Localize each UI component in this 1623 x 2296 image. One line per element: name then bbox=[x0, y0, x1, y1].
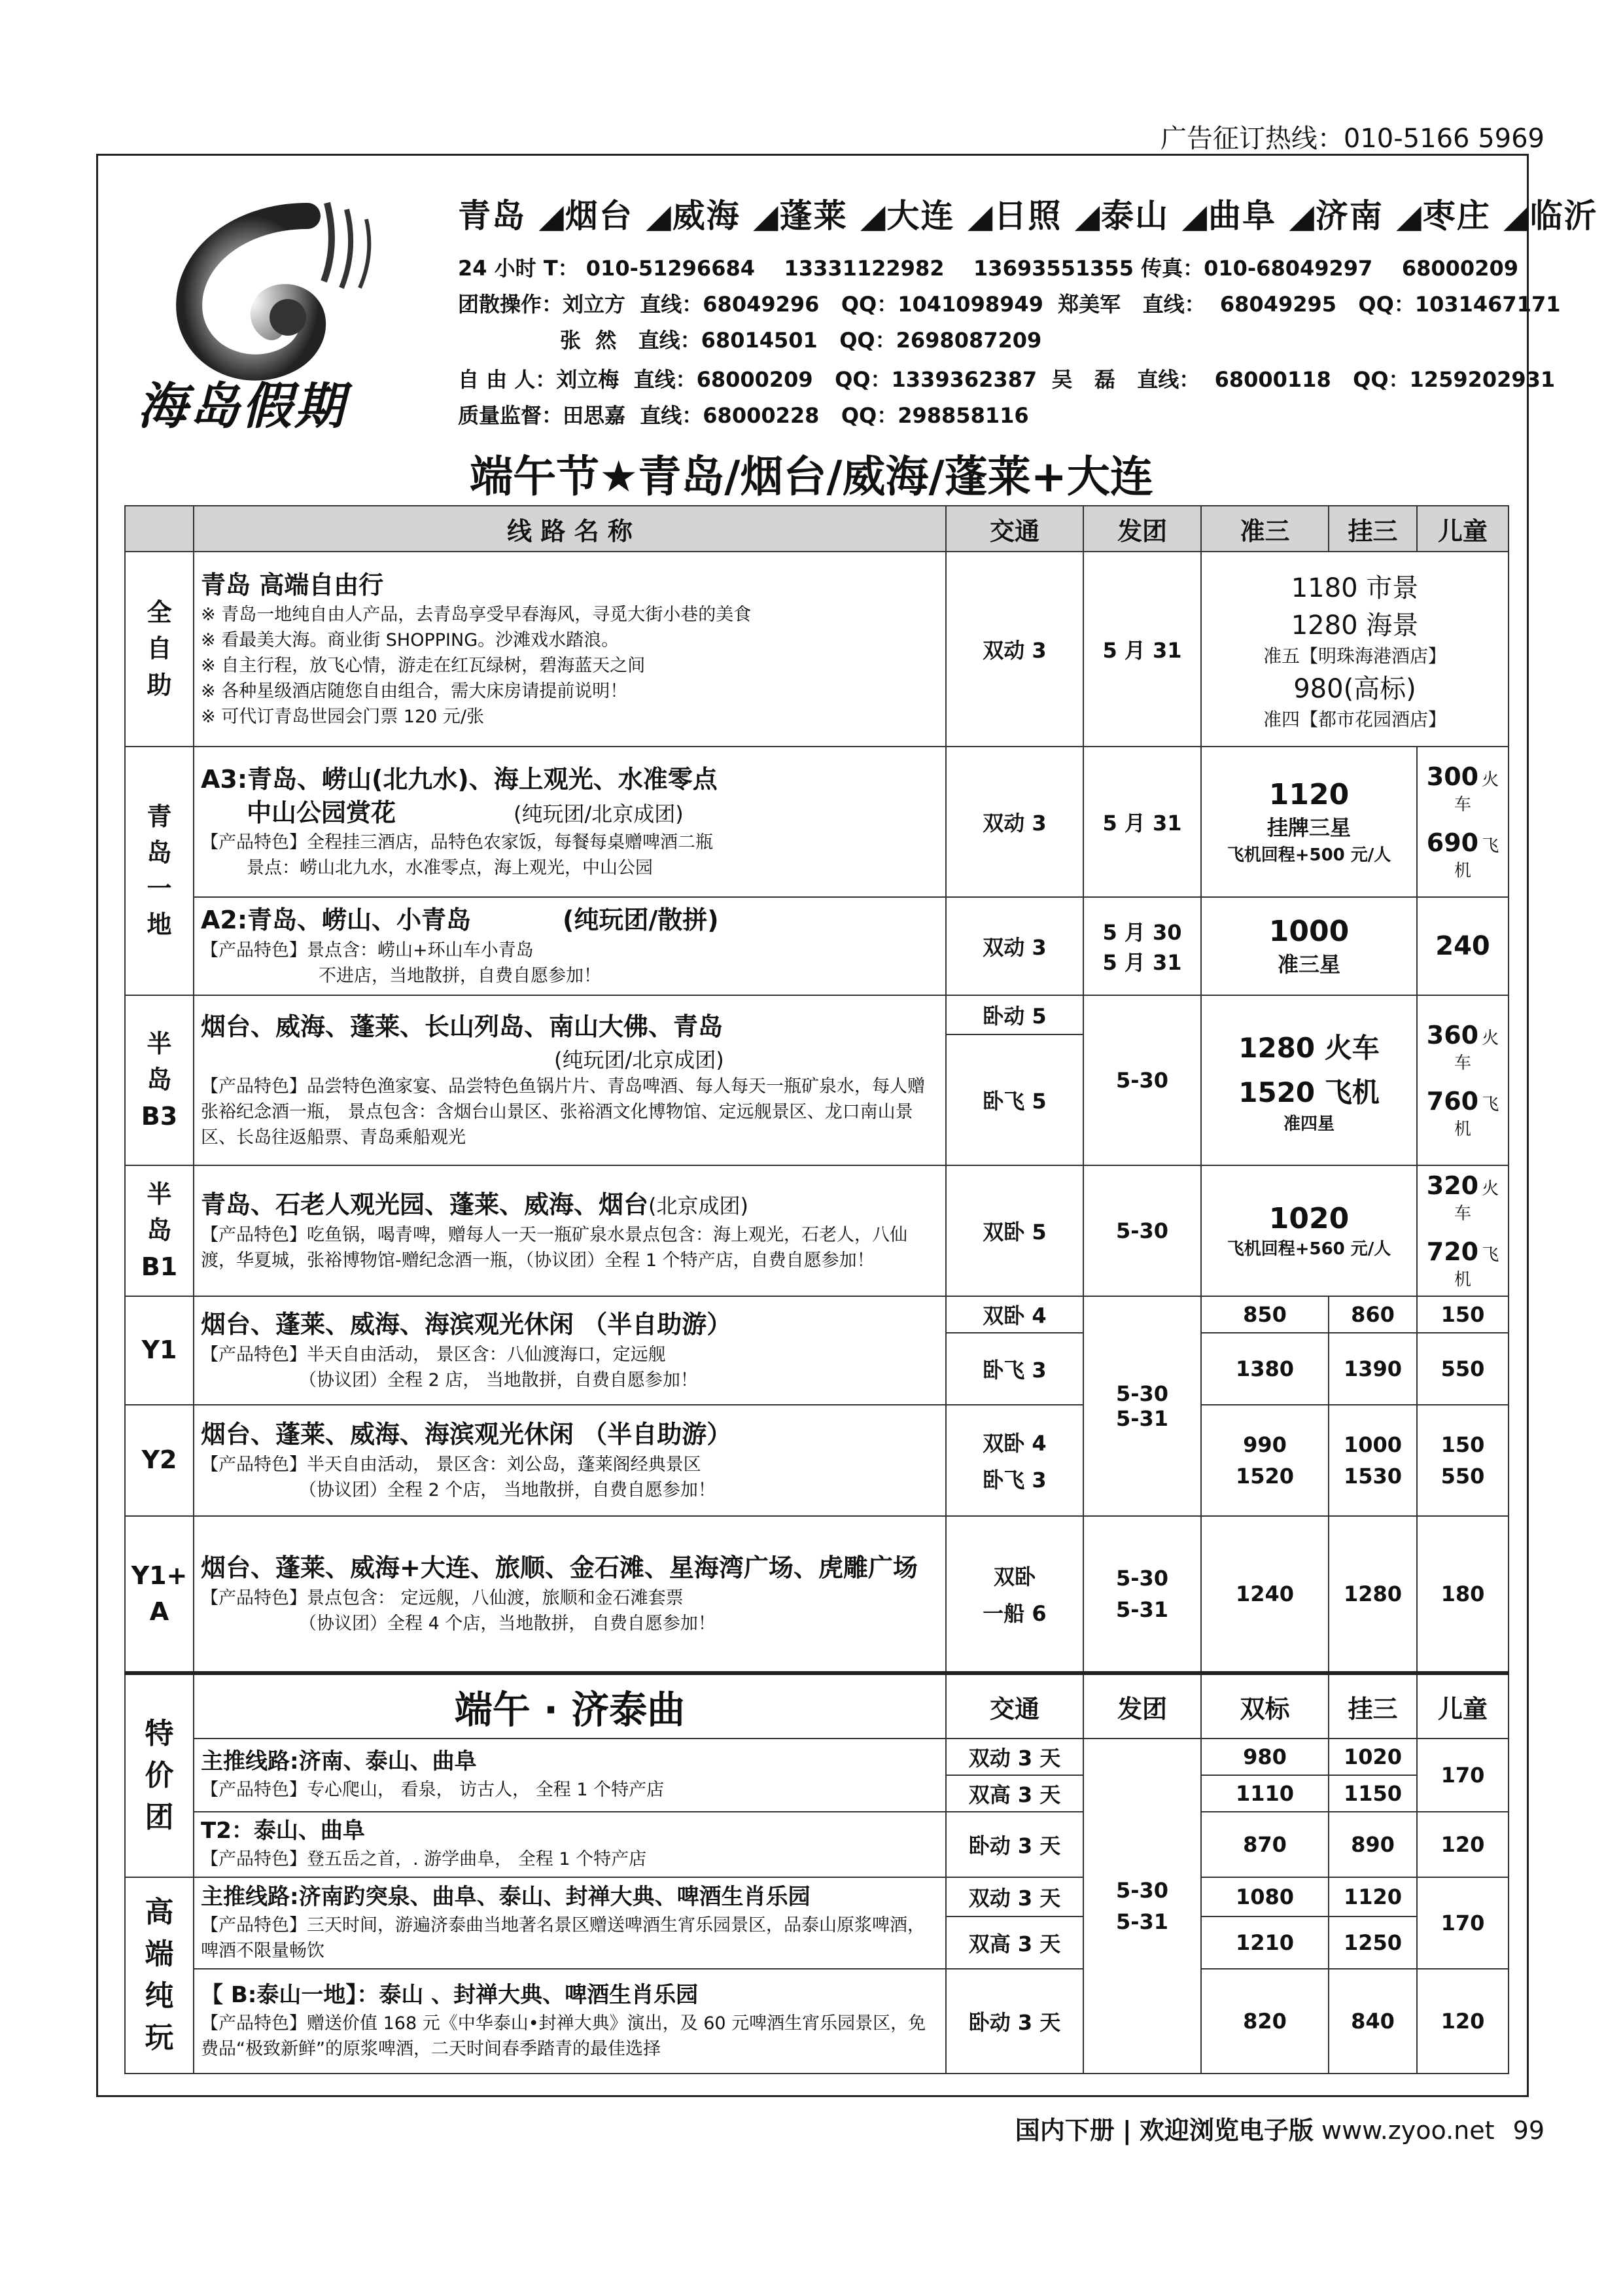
route-note: 【产品特色】吃鱼锅，喝青啤，赠每人一天一瓶矿泉水景点包含：海上观光，石老人，八仙渡，华夏城，张裕博物馆-赠纪念酒一瓶，（协议团）全程 1 个特产店，自费自愿参加！ bbox=[201, 1224, 907, 1271]
header-std3: 准三 bbox=[1201, 506, 1329, 552]
table-row bbox=[125, 897, 1509, 995]
section-label: 青 岛 一 地 bbox=[125, 747, 194, 995]
price-line: 1000 bbox=[1268, 914, 1350, 948]
price-note: 飞机回程+560 元/人 bbox=[1227, 1239, 1391, 1259]
route-note: ※ 可代订青岛世园会门票 120 元/张 bbox=[201, 707, 485, 728]
transport-cell: 卧动 5 bbox=[946, 995, 1083, 1034]
header-gua3: 挂三 bbox=[1329, 1673, 1417, 1739]
page-title: 端午节★青岛/烟台/威海/蓬莱+大连 bbox=[470, 451, 1153, 502]
route-cell bbox=[194, 552, 946, 747]
table-row bbox=[125, 1296, 1509, 1333]
route-note: 【产品特色】品尝特色渔家宴、品尝特色鱼锅片片、青岛啤酒、每人每天一瓶矿泉水，每人赠张裕纪念酒一瓶， 景点包含：含烟台山景区、张裕酒文化博物馆、定远舰景区、龙口南山景区、长岛往返船票、青岛乘船观光 bbox=[201, 1076, 925, 1148]
route-cell bbox=[194, 1969, 946, 2074]
table-row bbox=[125, 1877, 1509, 1916]
transport-cell: 双动 3 天 bbox=[946, 1739, 1083, 1775]
child-cell: 120 bbox=[1417, 1969, 1509, 2074]
child-cell: 120 bbox=[1417, 1812, 1509, 1877]
ad-hotline: 广告征订热线：010-5166 5969 bbox=[1160, 124, 1544, 154]
route-cell bbox=[194, 1877, 946, 1969]
hotel-line: 准四【都市花园酒店】 bbox=[1263, 708, 1446, 730]
gua3-cell: 840 bbox=[1329, 1969, 1417, 2074]
section-label: Y1 bbox=[125, 1296, 194, 1405]
route-note: 【产品特色】登五岳之首，. 游学曲阜， 全程 1 个特产店 bbox=[201, 1849, 647, 1870]
header-route: 线 路 名 称 bbox=[194, 506, 946, 552]
depart-cell: 5-30 5-31 bbox=[1083, 1516, 1201, 1673]
depart-cell: 5-30 5-31 bbox=[1083, 1739, 1201, 2074]
route-cell bbox=[194, 897, 946, 995]
route-title: T2：泰山、曲阜 bbox=[201, 1818, 365, 1845]
route-title: 烟台、蓬莱、威海+大连、旅顺、金石滩、星海湾广场、虎雕广场 bbox=[201, 1553, 918, 1583]
table-row bbox=[125, 1969, 1509, 2074]
header-gua3: 挂三 bbox=[1329, 506, 1417, 552]
header-blank bbox=[125, 506, 194, 552]
transport-cell: 双高 3 天 bbox=[946, 1916, 1083, 1969]
route-note: 景点：崂山北九水，水准零点，海上观光，中山公园 bbox=[247, 858, 653, 879]
transport-cell: 双动 3 bbox=[946, 747, 1083, 897]
depart-cell: 5-30 bbox=[1083, 995, 1201, 1165]
route-cell bbox=[194, 1516, 946, 1673]
transport-cell: 双动 3 bbox=[946, 552, 1083, 747]
std3-cell: 990 1520 bbox=[1201, 1405, 1329, 1516]
footer-url[interactable]: www.zyoo.net bbox=[1321, 2116, 1495, 2145]
route-cell bbox=[194, 1739, 946, 1812]
route-title: 烟台、蓬莱、威海、海滨观光休闲 （半自助游） bbox=[201, 1420, 732, 1449]
route-note: （协议团）全程 2 店， 当地散拼，自费自愿参加！ bbox=[299, 1369, 698, 1390]
route-title: 主推线路:济南趵突泉、曲阜、泰山、封禅大典、啤酒生肖乐园 bbox=[201, 1883, 811, 1910]
price-line: 1020 bbox=[1268, 1202, 1350, 1235]
logo-wordmark: 海岛假期 bbox=[137, 377, 347, 435]
route-note: （协议团）全程 4 个店，当地散拼， 自费自愿参加！ bbox=[299, 1613, 716, 1634]
table-row bbox=[125, 1739, 1509, 1775]
std-cell: 870 bbox=[1201, 1812, 1329, 1877]
gua3-cell: 890 bbox=[1329, 1812, 1417, 1877]
price-line: 1520 飞机 bbox=[1238, 1076, 1380, 1108]
std-cell: 1110 bbox=[1201, 1775, 1329, 1812]
child-cell: 550 bbox=[1417, 1333, 1509, 1405]
child-cell: 320 火车 720 飞机 bbox=[1417, 1165, 1509, 1296]
route-title: 主推线路:济南、泰山、曲阜 bbox=[201, 1748, 477, 1775]
header-depart: 发团 bbox=[1083, 1673, 1201, 1739]
route-title: 青岛、石老人观光园、蓬莱、威海、烟台(北京成团) bbox=[201, 1190, 748, 1220]
child-cell: 150 550 bbox=[1417, 1405, 1509, 1516]
header-transport: 交通 bbox=[946, 1673, 1083, 1739]
gua3-cell: 1280 bbox=[1329, 1516, 1417, 1673]
price-cell bbox=[1201, 552, 1509, 747]
transport-cell: 双卧 一船 6 bbox=[946, 1516, 1083, 1673]
depart-cell: 5-30 5-31 bbox=[1083, 1296, 1201, 1516]
table-row bbox=[125, 747, 1509, 897]
child-cell: 150 bbox=[1417, 1296, 1509, 1333]
section-label: 高 端 纯 玩 bbox=[125, 1877, 194, 2074]
route-title: 烟台、蓬莱、威海、海滨观光休闲 （半自助游） bbox=[201, 1310, 732, 1339]
contact-line-3: 张 然 直线：68014501 QQ：2698087209 bbox=[458, 328, 1042, 353]
section-label: 特 价 团 bbox=[125, 1673, 194, 1877]
header-transport: 交通 bbox=[946, 506, 1083, 552]
route-cell bbox=[194, 1165, 946, 1296]
std-cell: 820 bbox=[1201, 1969, 1329, 2074]
header-child: 儿童 bbox=[1417, 506, 1509, 552]
transport-cell: 卧动 3 天 bbox=[946, 1969, 1083, 2074]
price-line: 980(高标) bbox=[1293, 673, 1416, 704]
contact-line-5: 质量监督：田思嘉 直线：68000228 QQ：298858116 bbox=[458, 403, 1029, 428]
price-line: 1280 火车 bbox=[1238, 1031, 1380, 1064]
table-row bbox=[125, 552, 1509, 747]
contact-line-2: 团散操作：刘立方 直线：68049296 QQ：1041098949 郑美军 直线： 68049295 QQ：1031467171 bbox=[458, 292, 1561, 317]
section-label: 半 岛 B3 bbox=[125, 995, 194, 1165]
transport-cell: 双高 3 天 bbox=[946, 1775, 1083, 1812]
std-cell: 1210 bbox=[1201, 1916, 1329, 1969]
child-cell: 170 bbox=[1417, 1739, 1509, 1812]
gua3-cell: 1150 bbox=[1329, 1775, 1417, 1812]
depart-cell: 5 月 30 5 月 31 bbox=[1083, 897, 1201, 995]
route-note: 【产品特色】景点含：崂山+环山车小青岛 bbox=[201, 940, 534, 961]
gua3-cell: 860 bbox=[1329, 1296, 1417, 1333]
price-cell bbox=[1201, 995, 1417, 1165]
route-cell bbox=[194, 1296, 946, 1405]
route-title-2: 中山公园赏花 (纯玩团/北京成团) bbox=[247, 798, 684, 827]
route-note: ※ 看最美大海。商业街 SHOPPING。沙滩戏水踏浪。 bbox=[201, 629, 620, 650]
child-cell: 170 bbox=[1417, 1877, 1509, 1969]
route-title: A2:青岛、崂山、小青岛 (纯玩团/散拼) bbox=[201, 906, 719, 935]
route-note: ※ 青岛一地纯自由人产品，去青岛享受早春海风，寻觅大街小巷的美食 bbox=[201, 604, 752, 625]
child-cell: 360 火车 760 飞机 bbox=[1417, 995, 1509, 1165]
route-note: 【产品特色】三天时间，游遍济泰曲当地著名景区赠送啤酒生宵乐园景区，品泰山原浆啤酒，啤酒不限量畅饮 bbox=[201, 1915, 925, 1961]
depart-cell: 5 月 31 bbox=[1083, 552, 1201, 747]
route-title: 烟台、威海、蓬莱、长山列岛、南山大佛、青岛 bbox=[201, 1012, 724, 1041]
section-label: Y2 bbox=[125, 1405, 194, 1516]
table-row bbox=[125, 1165, 1509, 1296]
jtq-title: 端午 · 济泰曲 bbox=[194, 1673, 946, 1739]
price-cell bbox=[1201, 1165, 1417, 1296]
price-cell bbox=[1201, 897, 1417, 995]
route-cell bbox=[194, 1405, 946, 1516]
route-note: （协议团）全程 2 个店， 当地散拼，自费自愿参加！ bbox=[299, 1479, 716, 1500]
footer-separator: | bbox=[1122, 2116, 1132, 2145]
gua3-cell: 1000 1530 bbox=[1329, 1405, 1417, 1516]
footer-section: 国内下册 bbox=[1015, 2116, 1115, 2145]
std3-cell: 1380 bbox=[1201, 1333, 1329, 1405]
section-label: 全 自 助 bbox=[125, 552, 194, 747]
table-row bbox=[125, 1516, 1509, 1673]
hotel-line: 准五【明珠海港酒店】 bbox=[1263, 645, 1446, 667]
gua3-cell: 1120 bbox=[1329, 1877, 1417, 1916]
std3-cell: 1240 bbox=[1201, 1516, 1329, 1673]
footer-welcome: 欢迎浏览电子版 bbox=[1139, 2116, 1314, 2145]
header-depart: 发团 bbox=[1083, 506, 1201, 552]
transport-cell: 双卧 4 卧飞 3 bbox=[946, 1405, 1083, 1516]
price-line: 1180 市景 bbox=[1291, 573, 1419, 603]
child-cell: 300 火车 690 飞机 bbox=[1417, 747, 1509, 897]
route-title: 【 B:泰山一地】：泰山 、封禅大典、啤酒生肖乐园 bbox=[201, 1981, 699, 2008]
child-cell: 240 bbox=[1417, 897, 1509, 995]
transport-cell: 卧飞 5 bbox=[946, 1034, 1083, 1165]
route-cell bbox=[194, 1812, 946, 1877]
gua3-cell: 1020 bbox=[1329, 1739, 1417, 1775]
page-number: 99 bbox=[1512, 2116, 1544, 2145]
contact-line-1: 24 小时 T： 010-51296684 13331122982 13693551355 传真：010-68049297 68000209 bbox=[458, 256, 1518, 281]
route-note: 【产品特色】赠送价值 168 元《中华泰山•封禅大典》演出，及 60 元啤酒生宵乐园景区，免费品“极致新鲜”的原浆啤酒，二天时间春季踏青的最佳选择 bbox=[201, 2013, 926, 2059]
gua3-cell: 1390 bbox=[1329, 1333, 1417, 1405]
hotel-line: 挂牌三星 bbox=[1266, 815, 1351, 840]
std-cell: 1080 bbox=[1201, 1877, 1329, 1916]
transport-cell: 双卧 5 bbox=[946, 1165, 1083, 1296]
route-cell bbox=[194, 747, 946, 897]
std-cell: 980 bbox=[1201, 1739, 1329, 1775]
hotel-line: 准四星 bbox=[1283, 1114, 1335, 1134]
header-std: 双标 bbox=[1201, 1673, 1329, 1739]
transport-cell: 双动 3 天 bbox=[946, 1877, 1083, 1916]
section-label: 半 岛 B1 bbox=[125, 1165, 194, 1296]
route-subtitle: (纯玩团/北京成团) bbox=[554, 1047, 724, 1072]
contact-line-4: 自 由 人：刘立梅 直线：68000209 QQ：1339362387 吴 磊 直线： 68000118 QQ：1259202931 bbox=[458, 367, 1556, 392]
table-header-row bbox=[125, 506, 1509, 552]
section-label: Y1+ A bbox=[125, 1516, 194, 1673]
jtq-header-row bbox=[125, 1673, 1509, 1739]
depart-cell: 5-30 bbox=[1083, 1165, 1201, 1296]
route-note: 【产品特色】专心爬山， 看泉， 访古人， 全程 1 个特产店 bbox=[201, 1780, 665, 1801]
depart-cell: 5 月 31 bbox=[1083, 747, 1201, 897]
table-row bbox=[125, 1405, 1509, 1460]
route-note: 【产品特色】全程挂三酒店，品特色农家饭，每餐每桌赠啤酒二瓶 bbox=[201, 832, 713, 853]
route-note: ※ 各种星级酒店随您自由组合，需大床房请提前说明！ bbox=[201, 681, 628, 702]
price-note: 飞机回程+500 元/人 bbox=[1227, 845, 1391, 865]
header-child: 儿童 bbox=[1417, 1673, 1509, 1739]
page-footer bbox=[1015, 2110, 1544, 2146]
route-note: 【产品特色】景点包含： 定远舰，八仙渡，旅顺和金石滩套票 bbox=[201, 1587, 684, 1608]
transport-cell: 卧动 3 天 bbox=[946, 1812, 1083, 1877]
price-line: 1280 海景 bbox=[1291, 610, 1419, 641]
route-title: 青岛 高端自由行 bbox=[201, 570, 384, 599]
tour-price-table bbox=[124, 505, 1509, 2074]
gua3-cell: 1250 bbox=[1329, 1916, 1417, 1969]
transport-cell: 双卧 4 bbox=[946, 1296, 1083, 1333]
child-cell: 180 bbox=[1417, 1516, 1509, 1673]
route-cell bbox=[194, 995, 946, 1165]
city-list: 青岛 ◢烟台 ◢威海 ◢蓬莱 ◢大连 ◢日照 ◢泰山 ◢曲阜 ◢济南 ◢枣庄 ◢临沂 bbox=[458, 197, 1598, 235]
transport-cell: 双动 3 bbox=[946, 897, 1083, 995]
transport-cell: 卧飞 3 bbox=[946, 1333, 1083, 1405]
price-cell bbox=[1201, 747, 1417, 897]
route-note: 【产品特色】半天自由活动， 景区含：八仙渡海口，定远舰 bbox=[201, 1344, 666, 1365]
table-row bbox=[125, 1812, 1509, 1877]
price-line: 1120 bbox=[1268, 778, 1350, 811]
route-title: A3:青岛、崂山(北九水)、海上观光、水准零点 bbox=[201, 764, 718, 794]
route-note: 不进店，当地散拼，自费自愿参加！ bbox=[319, 965, 601, 986]
hotel-line: 准三星 bbox=[1277, 951, 1340, 977]
std3-cell: 850 bbox=[1201, 1296, 1329, 1333]
route-note: ※ 自主行程，放飞心情，游走在红瓦绿树，碧海蓝天之间 bbox=[201, 656, 646, 677]
table-row bbox=[125, 995, 1509, 1034]
route-note: 【产品特色】半天自由活动， 景区含：刘公岛，蓬莱阁经典景区 bbox=[201, 1454, 701, 1475]
